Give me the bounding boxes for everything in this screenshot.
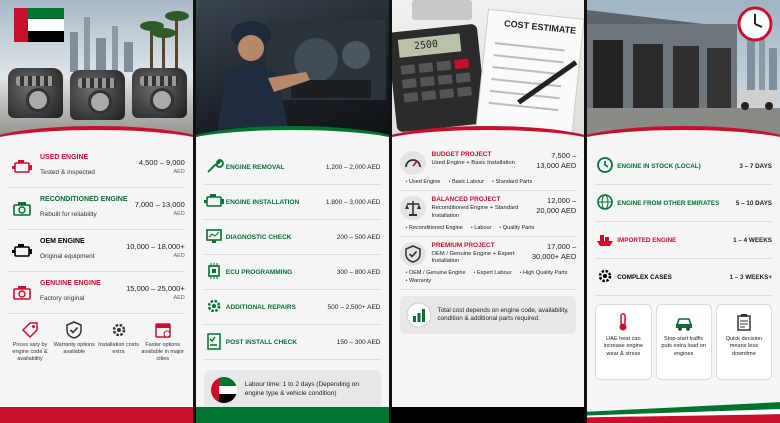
calendar-icon <box>153 320 173 340</box>
clipboard-icon <box>734 312 754 332</box>
scale-icon <box>403 198 423 218</box>
project-description: OEM / Genuine Engine + Expert Installation <box>431 250 515 265</box>
total-cost-note <box>400 296 577 334</box>
project-tag: • Quality Parts <box>499 225 534 231</box>
labour-cost-row <box>204 255 381 290</box>
engine-type-subtitle: Original equipment <box>40 253 95 260</box>
engine-price-range: 4,500 – 9,000 <box>138 158 185 167</box>
labour-cost-row <box>204 290 381 325</box>
gear-icon <box>204 296 224 316</box>
project-tag: • Labour <box>471 225 492 231</box>
engine-gear-icon <box>12 199 32 219</box>
engine-type-row <box>8 146 185 188</box>
project-tag: • Reconditioned Engine <box>406 225 463 231</box>
project-price: 17,000 – 30,000+ AED <box>531 241 577 261</box>
project-tag: • OEM / Genuine Engine <box>406 270 466 276</box>
thermometer-icon <box>613 312 633 332</box>
engine-icon <box>12 157 32 177</box>
engine-price-range: 7,000 – 13,000 <box>134 200 185 209</box>
engine-type-row <box>8 272 185 314</box>
engine-type-subtitle: Factory original <box>40 295 85 302</box>
tip-text: Stop-start traffic puts extra load on engines <box>661 336 706 357</box>
currency-label: AED <box>173 169 185 175</box>
bar-chart-icon <box>406 302 432 328</box>
project-tag: • High Quality Parts <box>520 270 568 276</box>
engine-icon <box>12 241 32 261</box>
delivery-time-row <box>595 185 772 222</box>
engine-icon <box>204 191 224 211</box>
engine-type-title: OEM ENGINE <box>40 238 85 245</box>
project-tag: • Basic Labour <box>448 179 484 185</box>
delivery-source: ENGINE FROM OTHER EMIRATES <box>617 199 720 207</box>
clock-icon <box>595 155 615 175</box>
engine-type-title: USED ENGINE <box>40 154 89 161</box>
gauge-icon <box>403 153 423 173</box>
project-price: 7,500 – 13,000 AED <box>536 151 577 171</box>
project-option <box>400 191 577 237</box>
flag-stripe <box>0 407 193 423</box>
flag-stripe <box>587 393 780 423</box>
tip-card <box>656 304 712 380</box>
project-tag: • Expert Labour <box>474 270 512 276</box>
info-note-text: Warranty options available <box>53 342 95 356</box>
delivery-time-row <box>595 222 772 259</box>
shield-check-icon <box>64 320 84 340</box>
gear-icon <box>595 266 615 286</box>
engine-type-row <box>8 188 185 230</box>
service-title: ENGINE REMOVAL <box>225 163 285 171</box>
currency-label: AED <box>173 253 185 259</box>
project-price: 12,000 – 20,000 AED <box>536 196 577 216</box>
project-description: Reconditioned Engine + Standard Installation <box>431 205 519 219</box>
delivery-duration: 1 – 3 WEEKS+ <box>729 273 772 281</box>
tip-text: Quick decision means less downtime <box>725 336 763 357</box>
gear-icon <box>109 320 129 340</box>
currency-label: AED <box>173 295 185 301</box>
service-title: POST INSTALL CHECK <box>225 338 298 346</box>
wrench-icon <box>204 156 224 176</box>
labour-costs-panel <box>196 0 389 423</box>
engine-types-panel <box>0 0 193 423</box>
calculator-display: 2500 <box>412 38 439 53</box>
monitor-icon <box>204 226 224 246</box>
engine-gear-icon <box>12 283 32 303</box>
delivery-time-panel <box>587 0 780 423</box>
info-note-text: Installation costs extra <box>98 342 139 356</box>
project-tag: • Used Engine <box>406 179 441 185</box>
engine-price-range: 15,000 – 25,000+ <box>126 284 185 293</box>
engine-price-range: 10,000 – 18,000+ <box>126 242 185 251</box>
delivery-time-row <box>595 259 772 296</box>
tip-card <box>716 304 772 380</box>
chip-icon <box>204 261 224 281</box>
shield-check-icon <box>403 244 423 264</box>
garage-photo <box>587 0 780 140</box>
car-icon <box>674 312 694 332</box>
info-note <box>8 320 52 363</box>
tip-text: UAE heat can increase engine wear & stress <box>603 336 644 357</box>
info-note <box>141 320 185 363</box>
service-price: 1,800 – 3,000 AED <box>325 198 381 206</box>
service-price: 1,200 – 2,000 AED <box>325 163 381 171</box>
total-cost-text: Total cost depends on engine code, availability, condition & additional parts required. <box>437 306 569 323</box>
engines-dubai-photo <box>0 0 193 140</box>
engine-type-subtitle: Tested & inspected <box>40 169 95 176</box>
delivery-duration: 3 – 7 DAYS <box>739 162 772 170</box>
ship-icon <box>595 229 615 249</box>
engine-type-title: GENUINE ENGINE <box>40 280 101 287</box>
project-title: BUDGET PROJECT <box>431 151 492 158</box>
labour-time-text: Labour time: 1 to 2 days (Depending on engine type & vehicle condition) <box>244 381 359 397</box>
cost-estimate-photo <box>392 0 585 140</box>
clock-icon <box>737 6 773 42</box>
info-note <box>97 320 141 363</box>
flag-stripe <box>392 407 585 423</box>
globe-icon <box>595 192 615 212</box>
delivery-time-row <box>595 148 772 185</box>
checklist-icon <box>204 331 224 351</box>
labour-cost-row <box>204 325 381 360</box>
engine-type-subtitle: Rebuilt for reliability <box>40 211 97 218</box>
currency-label: AED <box>173 211 185 217</box>
service-title: ECU PROGRAMMING <box>225 268 293 276</box>
uae-flag <box>14 8 64 42</box>
service-title: ADDITIONAL REPAIRS <box>225 303 296 311</box>
engine-type-row <box>8 230 185 272</box>
project-option <box>400 237 577 291</box>
project-description: Used Engine + Basic Installation <box>431 160 515 166</box>
tag-icon <box>20 320 40 340</box>
cost-estimate-title: COST ESTIMATE <box>503 18 577 36</box>
service-title: DIAGNOSTIC CHECK <box>225 233 292 241</box>
labour-cost-row <box>204 150 381 185</box>
delivery-duration: 5 – 10 DAYS <box>735 199 772 207</box>
project-tag: • Warranty <box>406 278 432 284</box>
info-note-text: Faster options available in major cities <box>141 342 185 363</box>
project-title: BALANCED PROJECT <box>431 196 501 203</box>
project-tag: • Standard Parts <box>492 179 532 185</box>
service-title: ENGINE INSTALLATION <box>225 198 300 206</box>
service-price: 150 – 300 AED <box>336 338 381 346</box>
project-budget-panel <box>392 0 585 423</box>
info-note-text: Prices vary by engine code & availability <box>12 342 48 363</box>
delivery-source: COMPLEX CASES <box>617 273 672 281</box>
delivery-source: IMPORTED ENGINE <box>617 236 677 244</box>
project-title: PREMIUM PROJECT <box>431 241 495 249</box>
tip-card <box>595 304 651 380</box>
mechanic-photo <box>196 0 389 140</box>
uae-flag-badge <box>211 377 237 403</box>
project-option <box>400 146 577 191</box>
delivery-duration: 1 – 4 WEEKS <box>733 236 772 244</box>
labour-cost-row <box>204 185 381 220</box>
delivery-source: ENGINE IN STOCK (LOCAL) <box>617 162 701 170</box>
service-price: 200 – 500 AED <box>336 233 381 241</box>
info-note <box>52 320 96 363</box>
labour-cost-row <box>204 220 381 255</box>
flag-stripe <box>196 407 389 423</box>
service-price: 500 – 2,500+ AED <box>327 303 381 311</box>
labour-time-box <box>204 370 381 410</box>
engine-type-title: RECONDITIONED ENGINE <box>40 196 128 203</box>
service-price: 300 – 800 AED <box>336 268 381 276</box>
